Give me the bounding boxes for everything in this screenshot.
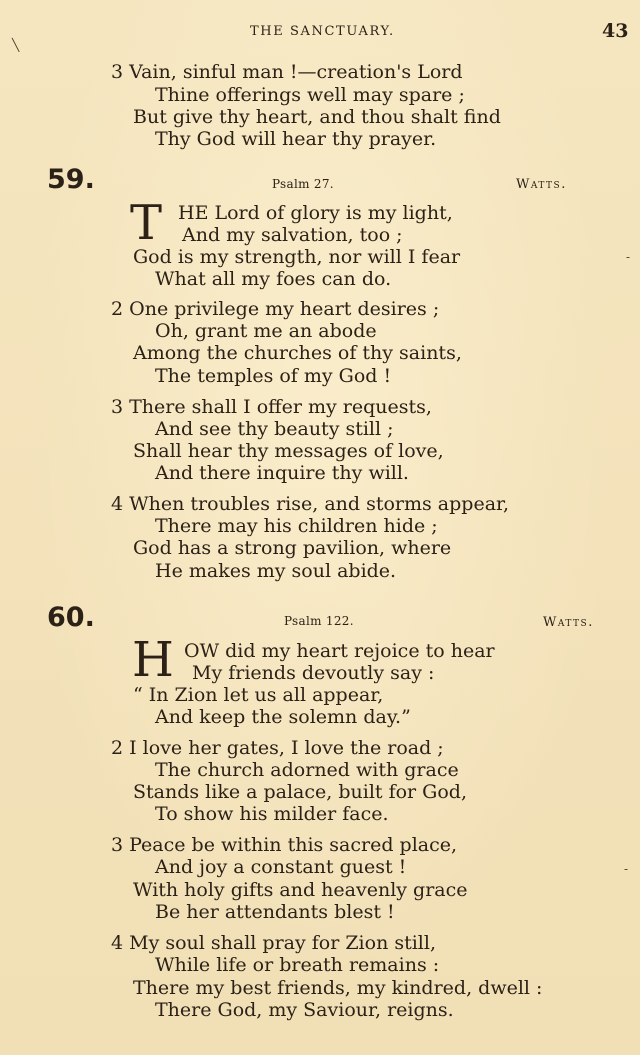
hymn60-verse4-line4: There God, my Saviour, reigns. (155, 999, 454, 1021)
hymn59-verse2-line4: The temples of my God ! (155, 365, 392, 387)
hymn59-verse3-line1: 3 There shall I offer my requests, (111, 396, 432, 418)
hymn60-verse2-line4: To show his milder face. (155, 803, 389, 825)
hymn58-verse3-line2: Thine offerings well may spare ; (155, 84, 465, 106)
hymn60-verse4-line1: 4 My soul shall pray for Zion still, (111, 932, 436, 954)
hymn60-verse4-line2: While life or breath remains : (155, 954, 440, 976)
hymn60-author: Watts. (543, 615, 594, 630)
hymn59-verse3-line4: And there inquire thy will. (155, 462, 409, 484)
hymn60-verse2-line1: 2 I love her gates, I love the road ; (111, 737, 444, 759)
hymn60-verse3-line1: 3 Peace be within this sacred place, (111, 834, 458, 856)
hymn59-line1: HE Lord of glory is my light, (178, 202, 453, 224)
hymn-number-60: 60. (47, 602, 95, 633)
hymn59-verse3-line3: Shall hear thy messages of love, (133, 440, 444, 462)
hymn59-verse2-line2: Oh, grant me an abode (155, 320, 377, 342)
hymn60-verse4-line3: There my best friends, my kindred, dwell : (133, 977, 543, 999)
hymn59-dropcap: T (130, 195, 163, 251)
hymn59-verse4-line4: He makes my soul abide. (155, 560, 397, 582)
hymn59-verse3-line2: And see thy beauty still ; (155, 418, 394, 440)
hymn60-line1: OW did my heart rejoice to hear (184, 640, 495, 662)
hymn60-verse3-line4: Be her attendants blest ! (155, 901, 395, 923)
hymn59-line2: And my salvation, too ; (182, 224, 403, 246)
page-number: 43 (602, 20, 629, 42)
hymn60-line3: “ In Zion let us all appear, (133, 684, 384, 706)
hymn59-verse4-line3: God has a strong pavilion, where (133, 537, 452, 559)
hymn60-dropcap: H (132, 632, 174, 688)
hymn59-verse4-line2: There may his children hide ; (155, 515, 438, 537)
hymn60-verse3-line3: With holy gifts and heavenly grace (133, 879, 468, 901)
hymn60-verse2-line3: Stands like a palace, built for God, (133, 781, 467, 803)
margin-tick-icon: - (624, 862, 629, 876)
hymn58-verse3-line1: 3 Vain, sinful man !—creation's Lord (111, 61, 463, 83)
hymn60-psalm-ref: Psalm 122. (284, 614, 354, 628)
hymn59-line4: What all my foes can do. (155, 268, 392, 290)
hymn60-line4: And keep the solemn day.” (155, 706, 411, 728)
hymn59-verse4-line1: 4 When troubles rise, and storms appear, (111, 493, 510, 515)
hymn59-author: Watts. (516, 177, 567, 192)
running-title: THE SANCTUARY. (250, 24, 395, 39)
margin-mark-icon: ╲ (12, 38, 20, 52)
hymn60-line2: My friends devoutly say : (192, 662, 435, 684)
hymn60-verse3-line2: And joy a constant guest ! (155, 856, 407, 878)
hymn-number-59: 59. (47, 164, 95, 195)
hymn58-verse3-line3: But give thy heart, and thou shalt find (133, 106, 501, 128)
hymn59-line3: God is my strength, nor will I fear (133, 246, 461, 268)
hymn58-verse3-line4: Thy God will hear thy prayer. (155, 128, 437, 150)
page-header (0, 20, 640, 52)
hymn59-verse2-line1: 2 One privilege my heart desires ; (111, 298, 440, 320)
hymn60-verse2-line2: The church adorned with grace (155, 759, 459, 781)
hymn59-verse2-line3: Among the churches of thy saints, (133, 342, 462, 364)
margin-tick-icon: - (626, 250, 631, 264)
hymn59-psalm-ref: Psalm 27. (272, 177, 334, 191)
